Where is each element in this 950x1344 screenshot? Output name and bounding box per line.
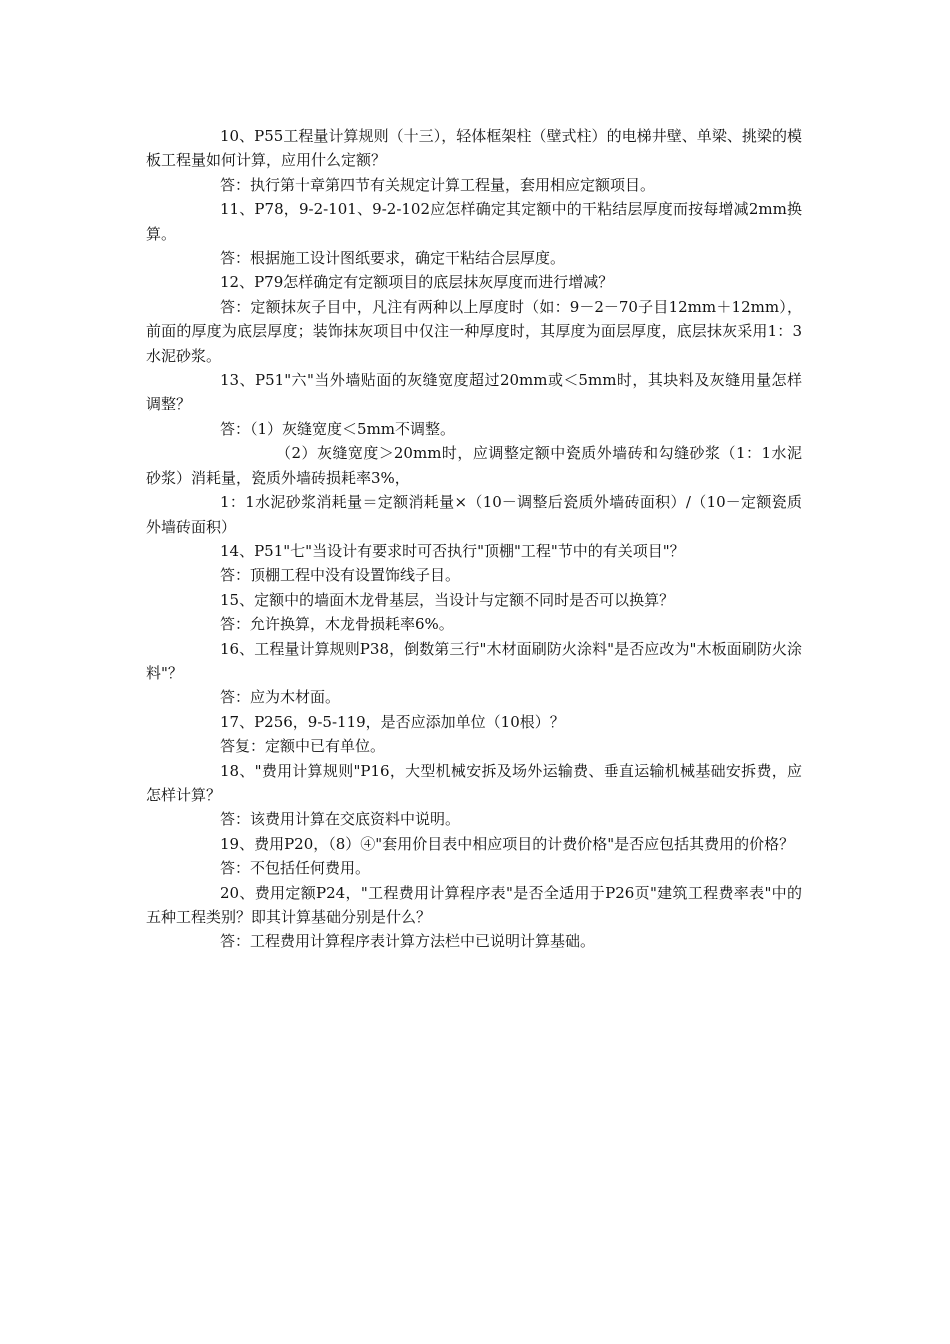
answer-13-formula: 1：1水泥砂浆消耗量＝定额消耗量×（10－调整后瓷质外墙砖面积）/（10－定额瓷质外墙砖面积） [146, 493, 802, 536]
question-14: 14、P51"七"当设计有要求时可否执行"顶棚"工程"节中的有关项目"？ [220, 541, 685, 560]
answer-10: 答：执行第十章第四节有关规定计算工程量，套用相应定额项目。 [220, 175, 656, 194]
answer-11: 答：根据施工设计图纸要求，确定干粘结合层厚度。 [220, 249, 566, 268]
question-20: 20、费用定额P24，"工程费用计算程序表"是否全适用于P26页"建筑工程费率表"中的五种工程类别？即其计算基础分别是什么？ [146, 883, 802, 926]
answer-19: 答：不包括任何费用。 [220, 859, 371, 878]
answer-13-part-2: （2）灰缝宽度＞20mm时，应调整定额中瓷质外墙砖和勾缝砂浆（1：1水泥砂浆）消耗量，瓷质外墙砖损耗率3%， [146, 444, 802, 487]
question-11: 11、P78，9-2-101、9-2-102应怎样确定其定额中的干粘结层厚度而按每增减2mm换算。 [146, 200, 802, 243]
answer-18: 答：该费用计算在交底资料中说明。 [220, 810, 461, 829]
question-16: 16、工程量计算规则P38，倒数第三行"木材面刷防火涂料"是否应改为"木板面刷防火涂料"？ [146, 639, 802, 682]
document-body [146, 124, 802, 954]
answer-12: 答：定额抹灰子目中，凡注有两种以上厚度时（如：9－2－70子目12mm＋12mm），前面的厚度为底层厚度；装饰抹灰项目中仅注一种厚度时，其厚度为面层厚度，底层抹灰采用1：3水泥砂浆。 [146, 297, 802, 365]
question-18: 18、"费用计算规则"P16，大型机械安拆及场外运输费、垂直运输机械基础安拆费，应怎样计算？ [146, 761, 802, 804]
answer-17: 答复：定额中已有单位。 [220, 737, 386, 756]
question-15: 15、定额中的墙面木龙骨基层，当设计与定额不同时是否可以换算？ [220, 590, 675, 609]
question-19: 19、费用P20，（8）④"套用价目表中相应项目的计费价格"是否应包括其费用的价格？ [220, 834, 795, 853]
answer-14: 答：顶棚工程中没有设置饰线子目。 [220, 566, 461, 585]
question-17: 17、P256，9-5-119，是否应添加单位（10根）？ [220, 712, 565, 731]
answer-15: 答：允许换算，木龙骨损耗率6%。 [220, 615, 454, 634]
answer-13-part-1: 答：（1）灰缝宽度＜5mm不调整。 [220, 419, 456, 438]
question-10: 10、P55工程量计算规则（十三），轻体框架柱（壁式柱）的电梯井壁、单梁、挑梁的模板工程量如何计算，应用什么定额？ [146, 127, 802, 170]
answer-16: 答：应为木材面。 [220, 688, 341, 707]
question-13: 13、P51"六"当外墙贴面的灰缝宽度超过20mm或＜5mm时，其块料及灰缝用量怎样调整？ [146, 371, 802, 414]
question-12: 12、P79怎样确定有定额项目的底层抹灰厚度而进行增减？ [220, 273, 614, 292]
answer-20: 答：工程费用计算程序表计算方法栏中已说明计算基础。 [220, 932, 596, 951]
